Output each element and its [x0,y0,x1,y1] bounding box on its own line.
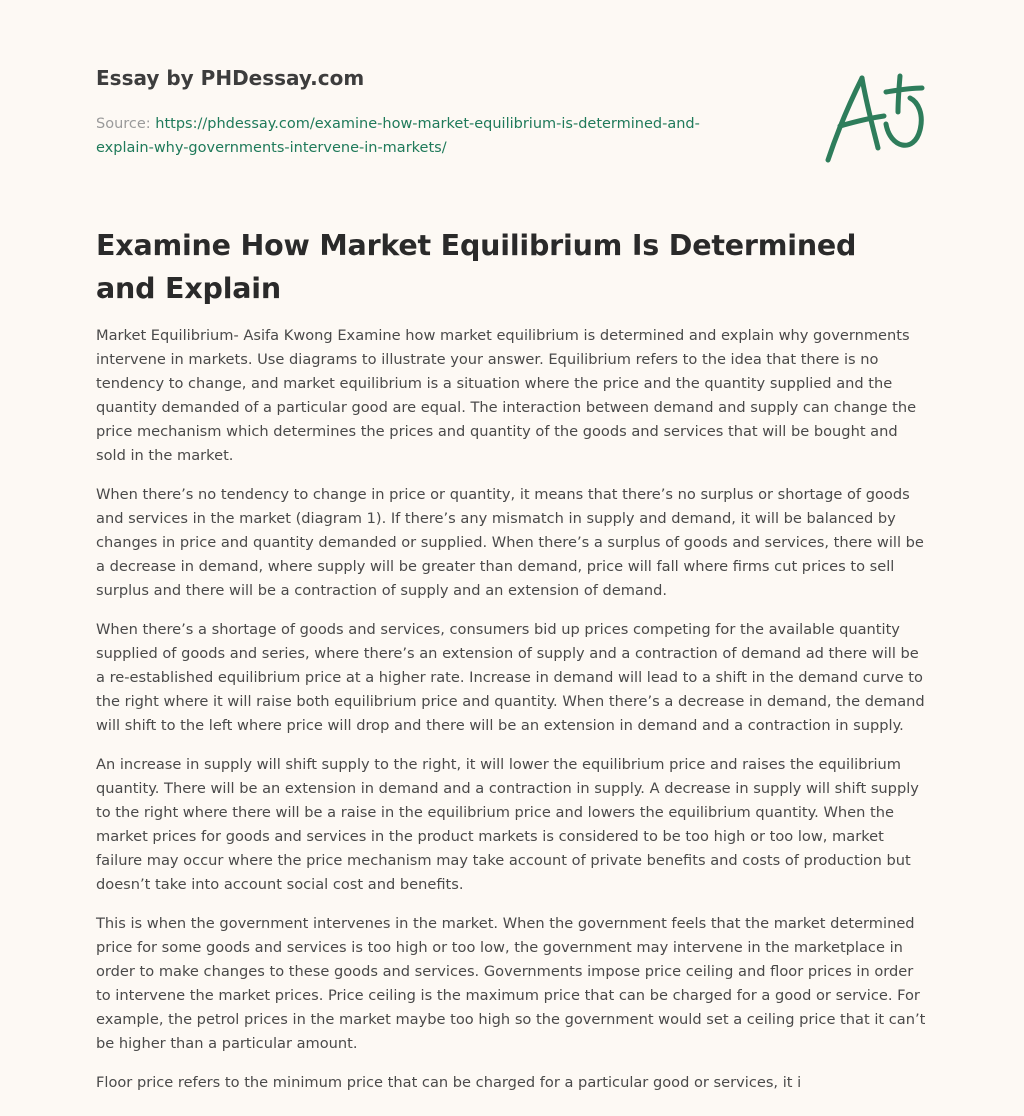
essay-body [96,324,930,1110]
source-label: Source: [96,116,151,132]
essay-paragraph: Market Equilibrium- Asifa Kwong Examine how market equilibrium is determined and explain why governments intervene in markets. Use diagrams to illustrate your answer. Equilibrium refers to the idea that there is no tendency to change, and market equilibrium is a situation where the price and the quantity supplied and the quantity demanded of a particular good are equal. The interaction between demand and supply can change the price mechanism which determines the prices and quantity of the goods and services that will be bought and sold in the market. [96,327,917,464]
essay-paragraph: When there’s a shortage of goods and services, consumers bid up prices competing for the available quantity supplied of goods and series, where there’s an extension of supply and a contraction of demand ad there will be a re-established equilibrium price at a higher rate. Increase in demand will lead to a shift in the demand curve to the right where it will raise both equilibrium price and quantity. When there’s a decrease in demand, the demand will shift to the left where price will drop and there will be an extension in demand and a contraction in supply. [96,621,925,734]
a-plus-logo-icon [818,68,930,164]
source-link-line-1: https://phdessay.com/examine-how-market-equilibrium-is-determined-and- [155,116,700,132]
essay-paragraph: When there’s no tendency to change in price or quantity, it means that there’s no surplus or shortage of goods and services in the market (diagram 1). If there’s any mismatch in supply and demand, it will be balanced by changes in price and quantity demanded or supplied. When there’s a surplus of goods and services, there will be a decrease in demand, where supply will be greater than demand, price will fall where firms cut prices to sell surplus and there will be a contraction of supply and an extension of demand. [96,486,924,599]
essay-paragraph: An increase in supply will shift supply to the right, it will lower the equilibrium price and raises the equilibrium quantity. There will be an extension in demand and a contraction in supply. A decrease in supply will shift supply to the right where there will be a raise in the equilibrium price and lowers the equilibrium quantity. When the market prices for goods and services in the product markets is considered to be too high or too low, market failure may occur where the price mechanism may take account of private benefits and costs of production but doesn’t take into account social cost and benefits. [96,756,919,893]
site-brand: Essay by PHDessay.com [96,66,365,90]
source-link[interactable] [96,116,700,156]
source-line [96,112,756,160]
essay-title: Examine How Market Equilibrium Is Determined and Explain [96,229,857,305]
essay-paragraph: This is when the government intervenes in the market. When the government feels that the market determined price for some goods and services is too high or too low, the government may intervene in the marketplace in order to make changes to these goods and services. Governments impose price ceiling and floor prices in order to intervene the market prices. Price ceiling is the maximum price that can be charged for a good or service. For example, the petrol prices in the market maybe too high so the government would set a ceiling price that it can’t be higher than a particular amount. [96,915,926,1052]
source-link-line-2: explain-why-governments-intervene-in-markets/ [96,140,447,156]
essay-paragraph: Floor price refers to the minimum price that can be charged for a particular good or services, it i [96,1074,802,1091]
